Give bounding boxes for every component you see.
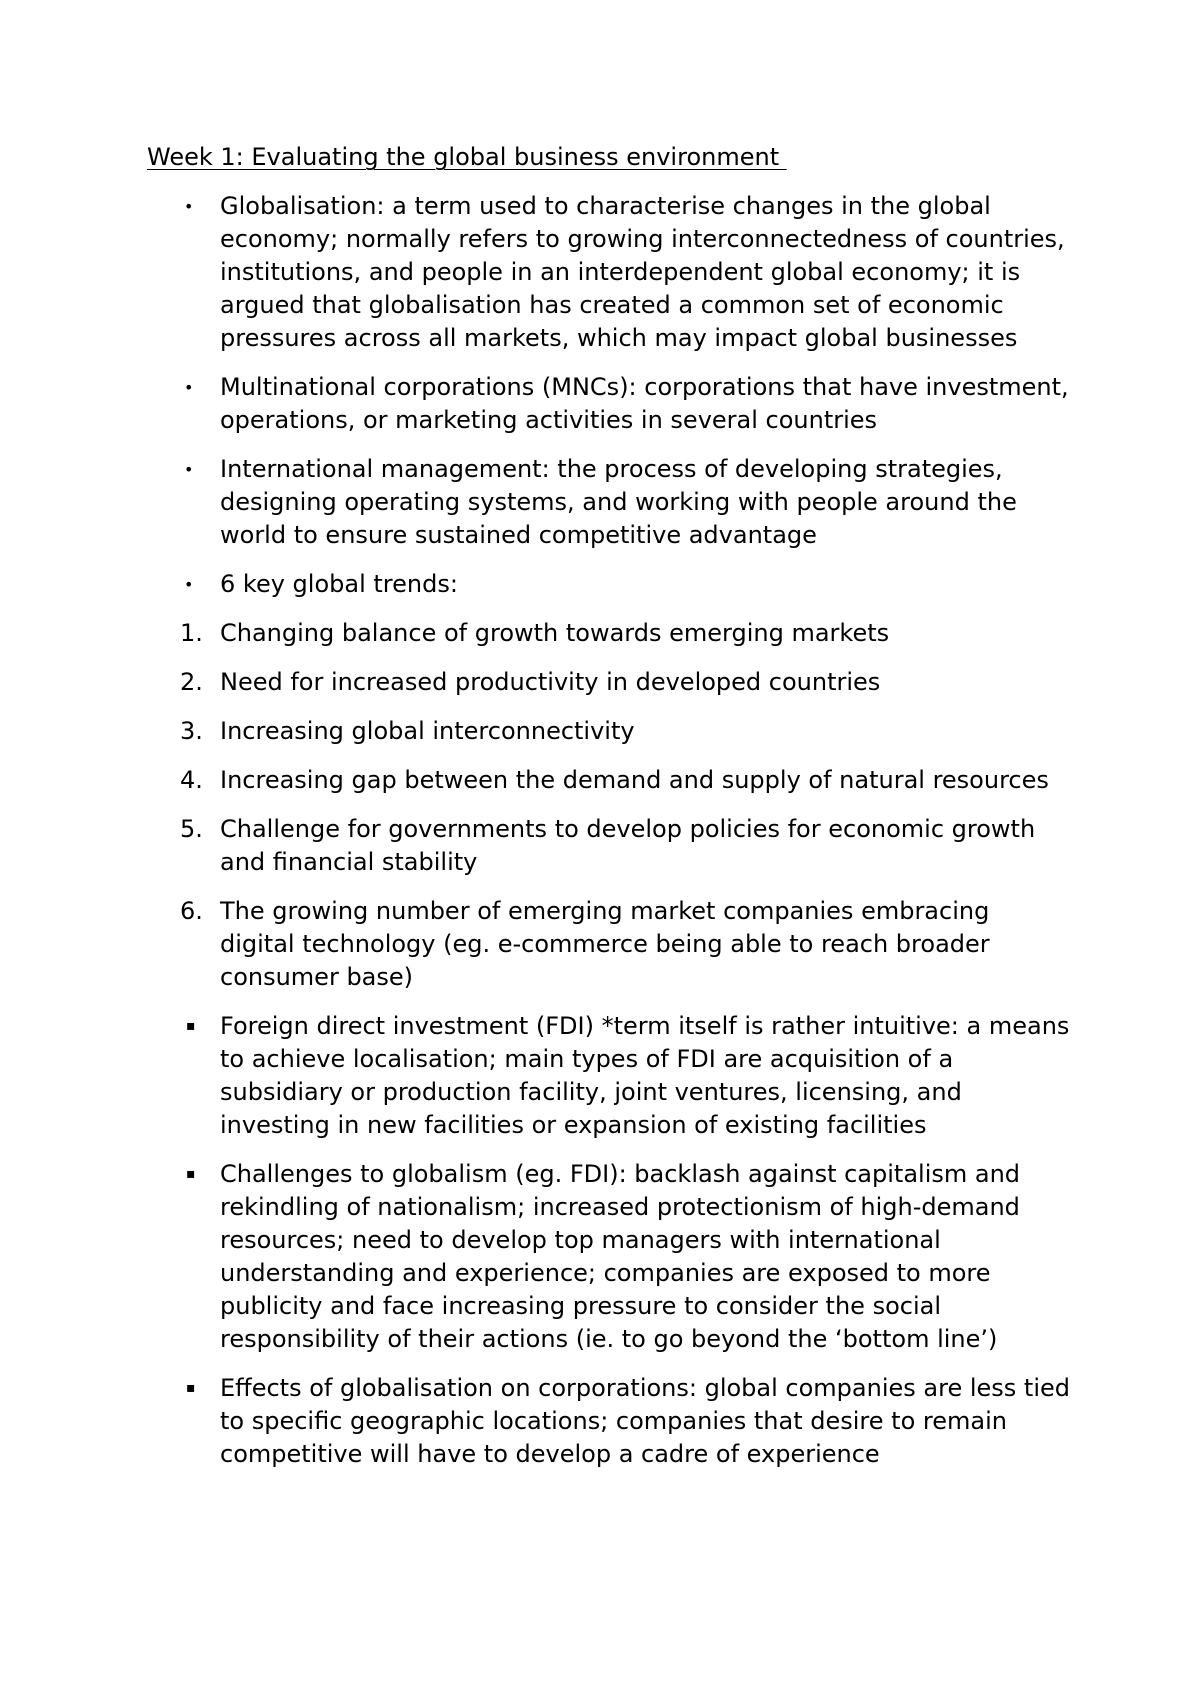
list-item-text: Need for increased productivity in developed countries xyxy=(220,668,881,696)
numbered-item xyxy=(0,666,1200,699)
list-item-text: The growing number of emerging market companies embracing digital technology (eg. e-commerce being able to reach broader consumer base) xyxy=(220,897,990,991)
list-item-text: 6 key global trends: xyxy=(220,570,458,598)
list-item-text: Multinational corporations (MNCs): corporations that have investment, operations, or marketing activities in several countries xyxy=(220,373,1069,434)
list-item-text: Challenges to globalism (eg. FDI): backlash against capitalism and rekindling of nationalism; increased protectionism of high-demand resources; need to develop top managers with international understanding and experience; companies are exposed to more publicity and face increasing pressure to consider the social responsibility of their actions (ie. to go beyond the ‘bottom line’) xyxy=(220,1160,1021,1353)
number-marker: 3. xyxy=(180,717,203,745)
list-item xyxy=(0,453,1200,552)
list-item-text: Foreign direct investment (FDI) *term itself is rather intuitive: a means to achieve localisation; main types of FDI are acquisition of a subsidiary or production facility, joint ventures, licensing, and investing in new facilities or expansion of existing facilities xyxy=(220,1012,1070,1139)
list-item-text: Increasing gap between the demand and supply of natural resources xyxy=(220,766,1049,794)
bullet-marker: • xyxy=(184,575,194,594)
list-item xyxy=(0,190,1200,355)
list-item-text: Globalisation: a term used to characterise changes in the global economy; normally refers to growing interconnectedness of countries, institutions, and people in an interdependent global economy; it is argued that globalisation has created a common set of economic pressures across all markets, which may impact global businesses xyxy=(220,192,1065,352)
list-item xyxy=(0,1010,1200,1142)
list-item xyxy=(0,1372,1200,1471)
number-marker: 1. xyxy=(180,619,203,647)
list-item-text: Challenge for governments to develop policies for economic growth and financial stability xyxy=(220,815,1036,876)
bullet-marker: • xyxy=(184,197,194,216)
list-item-text: International management: the process of developing strategies, designing operating systems, and working with people around the world to ensure sustained competitive advantage xyxy=(220,455,1017,549)
numbered-item xyxy=(0,813,1200,879)
numbered-item xyxy=(0,715,1200,748)
numbered-item xyxy=(0,895,1200,994)
bullet-marker: • xyxy=(184,460,194,479)
list-item xyxy=(0,371,1200,437)
list-item-text: Effects of globalisation on corporations: global companies are less tied to specific geographic locations; companies that desire to remain competitive will have to develop a cadre of experience xyxy=(220,1374,1070,1468)
number-marker: 5. xyxy=(180,815,203,843)
list-item-text: Changing balance of growth towards emerging markets xyxy=(220,619,890,647)
number-marker: 2. xyxy=(180,668,203,696)
bullet-marker: • xyxy=(184,378,194,397)
number-marker: 6. xyxy=(180,897,203,925)
list-item xyxy=(0,568,1200,601)
list-item xyxy=(0,1158,1200,1356)
notes-list xyxy=(0,190,1200,1487)
document-title: Week 1: Evaluating the global business environment xyxy=(147,143,787,171)
square-bullet-marker: ▪ xyxy=(186,1018,196,1034)
square-bullet-marker: ▪ xyxy=(186,1166,196,1182)
number-marker: 4. xyxy=(180,766,203,794)
numbered-item xyxy=(0,617,1200,650)
list-item-text: Increasing global interconnectivity xyxy=(220,717,635,745)
numbered-item xyxy=(0,764,1200,797)
square-bullet-marker: ▪ xyxy=(186,1380,196,1396)
